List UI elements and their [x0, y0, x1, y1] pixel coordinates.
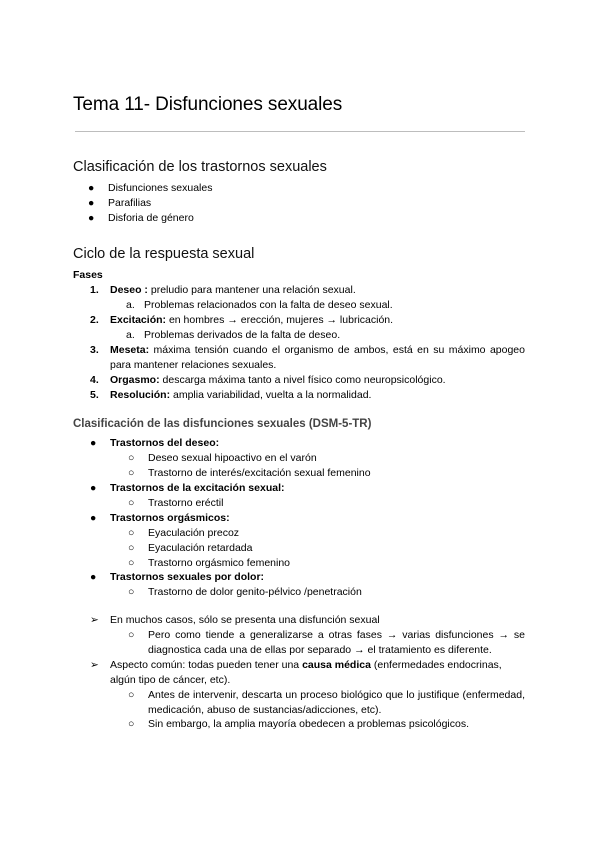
section-heading-dsm: Clasificación de las disfunciones sexuales (DSM-5-TR) — [73, 418, 372, 430]
circle-bullet-icon: ○ — [128, 557, 135, 569]
bullet-icon: ● — [88, 212, 95, 224]
phase-item: 4. Orgasmo: descarga máxima tanto a nivel físico como neuropsicológico. — [90, 374, 446, 386]
phase-subitem: a. Problemas relacionados con la falta de deseo sexual. — [126, 299, 393, 311]
list-item: ○ Deseo sexual hipoactivo en el varón — [128, 452, 317, 464]
circle-bullet-icon: ○ — [128, 497, 135, 509]
page-title: Tema 11- Disfunciones sexuales — [73, 94, 343, 115]
list-item: ○ Trastorno de dolor genito-pélvico /penetración — [128, 586, 362, 598]
section-heading-ciclo: Ciclo de la respuesta sexual — [73, 246, 255, 262]
list-item: ○ Eyaculación retardada — [128, 542, 253, 554]
group-title: ● Trastornos sexuales por dolor: — [90, 571, 265, 583]
phase-subitem: a. Problemas derivados de la falta de deseo. — [126, 329, 341, 341]
circle-bullet-icon: ○ — [128, 629, 135, 641]
bullet-icon: ● — [88, 182, 95, 194]
list-item: ○ Antes de intervenir, descarta un proceso biológico que lo justifique (enfermedad, medicación, abuso de sustancias/adicciones, etc). — [128, 689, 525, 716]
arrow-item: ➢ Aspecto común: todas pueden tener una causa médica (enfermedades endocrinas, algún tipo de cáncer, etc). — [90, 659, 502, 686]
list-item: ○ Pero como tiende a generalizarse a otras fases → varias disfunciones → se diagnostica cada una de ellas por separado → el tratamiento es diferente. — [128, 629, 525, 656]
circle-bullet-icon: ○ — [128, 718, 135, 730]
list-item: ● Disforia de género — [88, 212, 194, 224]
list-item: ○ Trastorno de interés/excitación sexual femenino — [128, 467, 371, 479]
list-item: ○ Eyaculación precoz — [128, 527, 240, 539]
list-item: ● Disfunciones sexuales — [88, 182, 213, 194]
list-item: ○ Sin embargo, la amplia mayoría obedecen a problemas psicológicos. — [128, 718, 470, 730]
group-title: ● Trastornos orgásmicos: — [90, 512, 230, 524]
list-item: ● Parafilias — [88, 197, 152, 209]
list-item: ○ Trastorno orgásmico femenino — [128, 557, 291, 569]
bullet-icon: ● — [90, 512, 97, 524]
group-title: ● Trastornos de la excitación sexual: — [90, 482, 285, 494]
bullet-icon: ● — [90, 482, 97, 494]
group-title: ● Trastornos del deseo: — [90, 437, 220, 449]
section-heading-clasificacion: Clasificación de los trastornos sexuales — [73, 159, 327, 175]
phase-item: 3. Meseta: máxima tensión cuando el organismo de ambos, está en su máximo apogeo para mantener relaciones sexuales. — [90, 344, 525, 371]
circle-bullet-icon: ○ — [128, 586, 135, 598]
arrow-bullet-icon: ➢ — [90, 614, 99, 626]
circle-bullet-icon: ○ — [128, 542, 135, 554]
title-divider — [75, 131, 525, 132]
arrow-bullet-icon: ➢ — [90, 659, 99, 671]
phase-item: 2. Excitación: en hombres → erección, mujeres → lubricación. — [90, 314, 394, 326]
fases-label: Fases — [73, 269, 103, 281]
phase-item: 5. Resolución: amplia variabilidad, vuelta a la normalidad. — [90, 389, 372, 401]
circle-bullet-icon: ○ — [128, 452, 135, 464]
circle-bullet-icon: ○ — [128, 527, 135, 539]
bullet-icon: ● — [88, 197, 95, 209]
circle-bullet-icon: ○ — [128, 689, 135, 701]
bullet-icon: ● — [90, 571, 97, 583]
bullet-icon: ● — [90, 437, 97, 449]
phase-item: 1. Deseo : preludio para mantener una relación sexual. — [90, 284, 356, 296]
arrow-item: ➢ En muchos casos, sólo se presenta una disfunción sexual — [90, 614, 380, 626]
circle-bullet-icon: ○ — [128, 467, 135, 479]
list-item: ○ Trastorno eréctil — [128, 497, 224, 509]
